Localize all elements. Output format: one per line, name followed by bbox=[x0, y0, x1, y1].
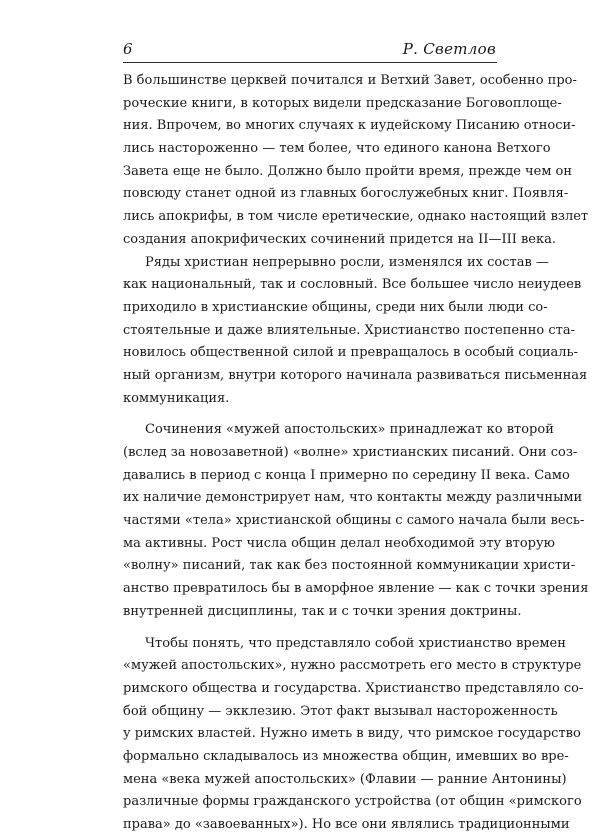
text-line: (вслед за новозаветной) «волне» христианских писаний. Они соз- bbox=[123, 445, 578, 460]
text-line: «мужей апостольских», нужно рассмотреть его место в структуре bbox=[123, 658, 582, 674]
text-line: новилось общественной силой и превращалось в особый социаль- bbox=[123, 345, 578, 361]
paragraph-2 bbox=[123, 252, 588, 411]
header-rule bbox=[123, 62, 497, 63]
text-line: лись настороженно — тем более, что единого канона Ветхого bbox=[123, 141, 551, 157]
running-head-author: Р. Светлов bbox=[402, 40, 496, 58]
text-line: приходило в христианские общины, среди них были люди со- bbox=[123, 299, 548, 315]
text-line: давались в период с конца I примерно по середину II века. Само bbox=[123, 467, 570, 483]
text-line: внутренней дисциплины, так и с точки зрения доктрины. bbox=[123, 603, 522, 619]
text-line: анство превратилось бы в аморфное явление — как с точки зрения bbox=[123, 581, 589, 597]
text-line: коммуникация. bbox=[123, 390, 230, 406]
paragraph-gap bbox=[123, 624, 497, 633]
text-line: Сочинения «мужей апостольских» принадлежат ко второй bbox=[145, 422, 554, 438]
text-line: роческие книги, в которых видели предсказание Боговоплоще- bbox=[123, 95, 562, 111]
paragraph-4 bbox=[123, 633, 584, 837]
paragraph-gap bbox=[123, 410, 497, 419]
text-line: бой общину — экклезию. Этот факт вызывал настороженность bbox=[123, 703, 558, 719]
text-line: Завета еще не было. Должно было пройти время, прежде чем он bbox=[123, 163, 573, 179]
text-line: «волну» писаний, так как без постоянной коммуникации христи- bbox=[123, 558, 576, 574]
page-header bbox=[123, 40, 496, 62]
text-line: Ряды христиан непрерывно росли, изменялся их состав — bbox=[145, 254, 549, 270]
text-line: их наличие демонстрирует нам, что контакты между различными bbox=[123, 490, 583, 506]
paragraph-3 bbox=[123, 419, 589, 623]
text-line: частями «тела» христианской общины с самого начала были весь- bbox=[123, 513, 585, 529]
text-line: ма активны. Рост числа общин делал необходимой эту вторую bbox=[123, 535, 555, 551]
text-line: мена «века мужей апостольских» (Флавии — ранние Антонины) bbox=[123, 771, 567, 787]
text-line: В большинстве церквей почитался и Ветхий Завет, особенно про- bbox=[123, 73, 577, 88]
text-line: у римских властей. Нужно иметь в виду, что римское государство bbox=[123, 726, 581, 742]
text-line: лись апокрифы, в том числе еретические, однако настоящий взлет bbox=[123, 209, 589, 225]
text-line: различные формы гражданского устройства (от общин «римского bbox=[123, 794, 582, 810]
text-line: создания апокрифических сочинений придется на II—III века. bbox=[123, 231, 557, 247]
text-line: как национальный, так и сословный. Все большее число неиудеев bbox=[123, 277, 582, 293]
text-line: римского общества и государства. Христианство представляло со- bbox=[123, 680, 584, 696]
text-line: права» до «завоеванных»). Но все они являлись традиционными bbox=[123, 817, 570, 832]
body-text bbox=[123, 70, 589, 837]
text-line: формально складывалось из множества общин, имевших во вре- bbox=[123, 748, 569, 764]
text-line: ния. Впрочем, во многих случаях к иудейскому Писанию относи- bbox=[123, 118, 576, 134]
page-number: 6 bbox=[123, 40, 133, 58]
text-line: стоятельные и даже влиятельные. Христианство постепенно ста- bbox=[123, 322, 575, 338]
paragraph-1 bbox=[123, 70, 589, 252]
text-line: повсюду станет одной из главных богослужебных книг. Появля- bbox=[123, 186, 569, 202]
text-line: Чтобы понять, что представляло собой христианство времен bbox=[145, 635, 566, 651]
text-line: ный организм, внутри которого начинала развиваться письменная bbox=[123, 367, 588, 383]
